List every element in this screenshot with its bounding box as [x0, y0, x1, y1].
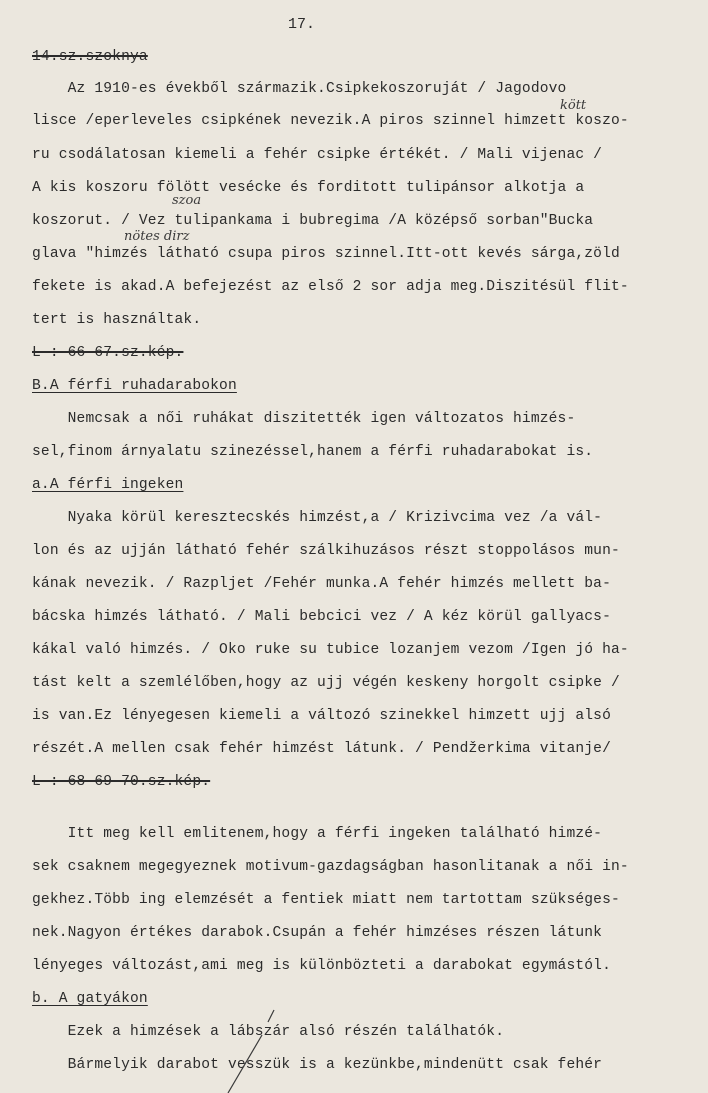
- paragraph-line: lényeges változást,ami meg is különbözteti a darabokat egymástól.: [32, 958, 611, 974]
- figure-reference: L : 68-69-70.sz.kép.: [32, 774, 211, 790]
- paragraph-line: kának nevezik. / Razpljet /Fehér munka.A fehér himzés mellett ba-: [32, 576, 611, 592]
- paragraph-line: Nyaka körül keresztecskés himzést,a / Krizivcima vez /a vál-: [32, 510, 603, 526]
- paragraph-line: tert is használtak.: [32, 312, 202, 328]
- paragraph-line: fekete is akad.A befejezést az első 2 sor adja meg.Diszitésül flit-: [32, 279, 629, 295]
- paragraph-line: részét.A mellen csak fehér himzést látunk. / Pendžerkima vitanje/: [32, 741, 611, 757]
- figure-reference: L : 66-67.sz.kép.: [32, 345, 184, 361]
- paragraph-line: kákal való himzés. / Oko ruke su tubice lozanjem vezom /Igen jó ha-: [32, 642, 629, 658]
- paragraph-line: Az 1910-es évekből származik.Csipkekoszoruját / Jagodovo: [32, 81, 567, 97]
- paragraph-line: gekhez.Több ing elemzését a fentiek miatt nem tartottam szükséges-: [32, 892, 620, 908]
- paragraph-line: nek.Nagyon értékes darabok.Csupán a fehér himzéses részen látunk: [32, 925, 603, 941]
- page-number: 17.: [288, 16, 316, 33]
- handwritten-note: szoa: [172, 193, 202, 208]
- paragraph-line: ru csodálatosan kiemeli a fehér csipke értékét. / Mali vijenac /: [32, 147, 603, 163]
- section-heading-men-garments: B.A férfi ruhadarabokon: [32, 378, 237, 394]
- paragraph-line: A kis koszoru fölött vesécke és forditott tulipánsor alkotja a: [32, 180, 585, 196]
- paragraph-line: lon és az ujján látható fehér szálkihuzásos részt stoppolásos mun-: [32, 543, 620, 559]
- handwritten-note: kött: [560, 98, 587, 113]
- paragraph-line: koszorut. / Vez tulipankama i bubregima /A középső sorban"Bucka: [32, 213, 594, 229]
- subsection-heading-trousers: b. A gatyákon: [32, 991, 148, 1007]
- paragraph-line: Itt meg kell emlitenem,hogy a férfi ingeken található himzé-: [32, 826, 603, 842]
- section-heading-skirt-14: 14.sz.szoknya: [32, 49, 148, 65]
- paragraph-line: sek csaknem megegyeznek motivum-gazdagságban hasonlitanak a női in-: [32, 859, 629, 875]
- paragraph-line: bácska himzés látható. / Mali bebcici vez / A kéz körül gallyacs-: [32, 609, 611, 625]
- paragraph-line: tást kelt a szemlélőben,hogy az ujj végén keskeny horgolt csipke /: [32, 675, 620, 691]
- paragraph-line: sel,finom árnyalatu szinezéssel,hanem a férfi ruhadarabokat is.: [32, 444, 594, 460]
- paragraph-line: Nemcsak a női ruhákat diszitették igen változatos himzés-: [32, 411, 576, 427]
- paragraph-line: Ezek a himzések a lábszár alsó részén találhatók.: [32, 1024, 505, 1040]
- paragraph-line: lisce /eperleveles csipkének nevezik.A piros szinnel himzett koszo-: [32, 113, 629, 129]
- subsection-heading-shirts: a.A férfi ingeken: [32, 477, 184, 493]
- paragraph-line: is van.Ez lényegesen kiemeli a változó szinekkel himzett ujj alsó: [32, 708, 611, 724]
- paragraph-line: Bármelyik darabot vesszük is a kezünkbe,mindenütt csak fehér: [32, 1057, 603, 1073]
- handwritten-note: nötes dirz: [124, 229, 190, 244]
- paragraph-line: glava "himzés látható csupa piros szinnel.Itt-ott kevés sárga,zöld: [32, 246, 620, 262]
